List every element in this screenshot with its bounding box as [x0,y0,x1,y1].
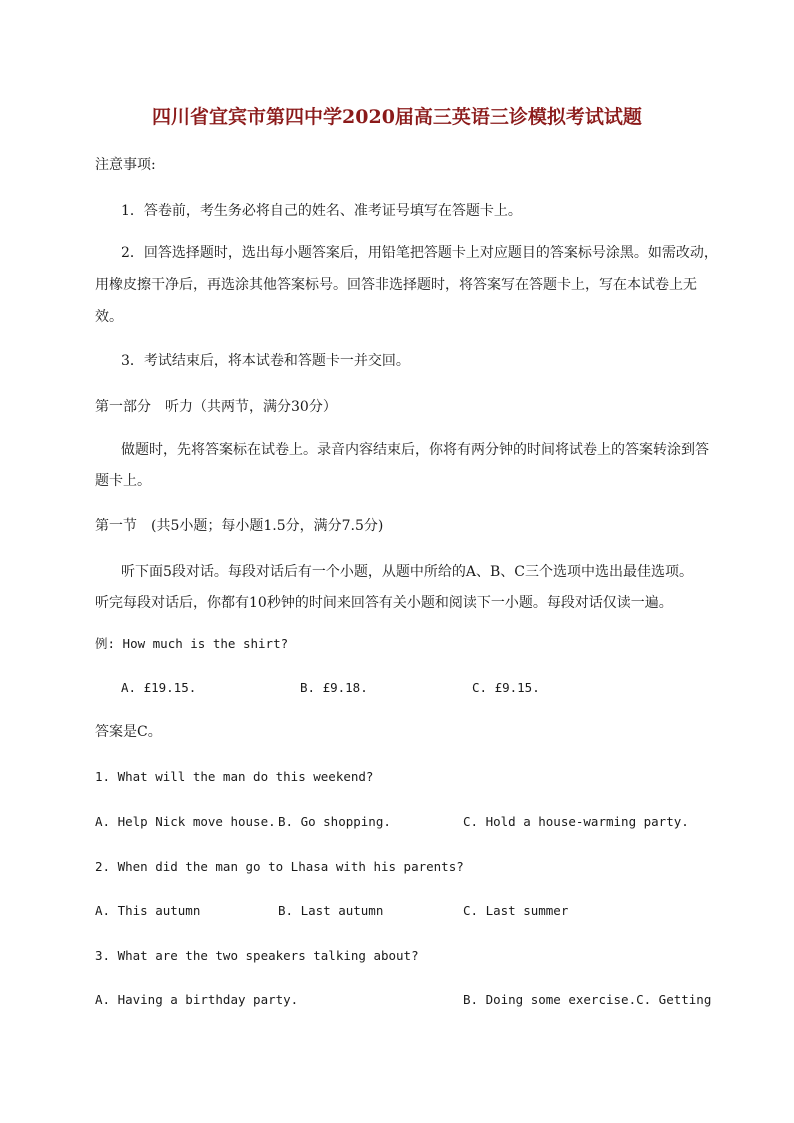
part1-intro-line-1: 做题时，先将答案标在试卷上。录音内容结束后，你将有两分钟的时间将试卷上的答案转涂到答 [121,442,709,458]
question-1-option-c: C. Hold a house-warming party. [463,814,689,829]
section1-heading: 第一节 (共5小题；每小题1.5分，满分7.5分) [95,518,384,534]
example-option-c: C. £9.15. [472,680,540,695]
question-3: 3. What are the two speakers talking about? [95,948,419,963]
notice-item-1: 1．答卷前，考生务必将自己的姓名、准考证号填写在答题卡上。 [121,203,522,219]
question-2: 2. When did the man go to Lhasa with his parents? [95,859,464,874]
example-option-b: B. £9.18. [300,680,368,695]
question-2-option-a: A. This autumn [95,903,201,918]
section1-instruction-line-2: 听完每段对话后，你都有10秒钟的时间来回答有关小题和阅读下一小题。每段对话仅读一遍。 [95,595,673,611]
notice-item-3: 3．考试结束后，将本试卷和答题卡一并交回。 [121,353,410,369]
section1-instruction-line-1: 听下面5段对话。每段对话后有一个小题，从题中所给的A、B、C三个选项中选出最佳选项。 [121,564,694,580]
notice-heading: 注意事项: [95,157,156,173]
example-question: 例: How much is the shirt? [95,636,289,651]
part1-intro-line-2: 题卡上。 [95,473,151,489]
notice-item-2-line-3: 效。 [95,309,123,325]
notice-item-2-line-2: 用橡皮擦干净后，再选涂其他答案标号。回答非选择题时，将答案写在答题卡上，写在本试卷上无 [95,277,697,293]
question-1: 1. What will the man do this weekend? [95,769,374,784]
question-1-option-b: B. Go shopping. [278,814,391,829]
question-2-option-b: B. Last autumn [278,903,384,918]
question-2-option-c: C. Last summer [463,903,569,918]
notice-item-2-line-1: 2．回答选择题时，选出每小题答案后，用铅笔把答题卡上对应题目的答案标号涂黑。如需改动， [121,245,718,261]
example-answer: 答案是C。 [95,724,162,740]
page-title: 四川省宜宾市第四中学2020届高三英语三诊模拟考试试题 [152,106,642,128]
part1-heading: 第一部分 听力（共两节，满分30分） [95,399,337,415]
question-1-option-a: A. Help Nick move house. [95,814,276,829]
question-3-option-b: B. Doing some exercise.C. Getting [463,992,712,1007]
example-option-a: A. £19.15. [121,680,197,695]
question-3-option-a: A. Having a birthday party. [95,992,299,1007]
